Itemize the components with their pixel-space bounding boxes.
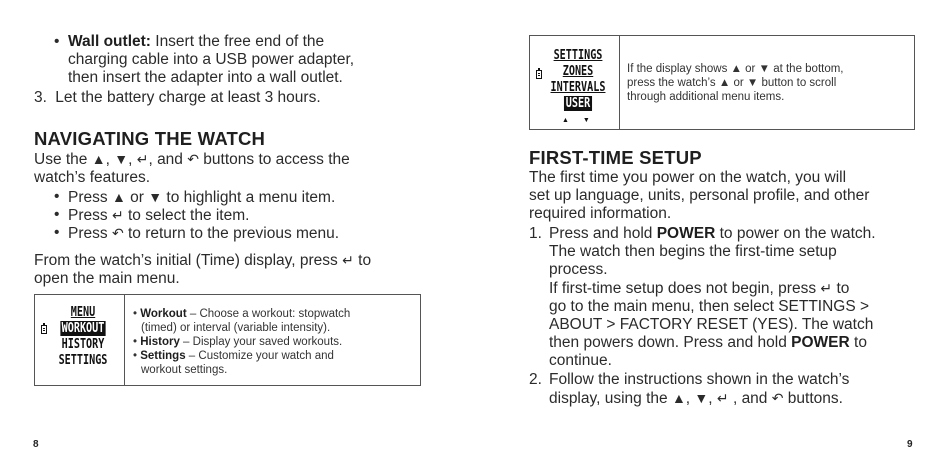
nav-bullet-return: • Press ↶ to return to the previous menu. — [54, 224, 340, 242]
instruction-text: From the watch’s initial (Time) display, press — [34, 252, 338, 269]
up-arrow-icon: ▲ — [111, 189, 126, 205]
desc-text: or — [733, 77, 744, 89]
desc-label: Workout — [140, 308, 187, 320]
up-arrow-icon: ▲ — [91, 151, 106, 167]
battery-icon — [536, 70, 542, 79]
step-text: then powers down. Press and hold — [549, 334, 787, 351]
bullet-text: to highlight a menu item. — [166, 189, 336, 206]
down-arrow-icon: ▼ — [694, 390, 709, 406]
wall-outlet-bullet: • Wall outlet: Insert the free end of the charging cable into a USB power adapter, then insert the adapter into a wall outlet. — [54, 33, 355, 86]
desc-label: Settings — [140, 350, 186, 362]
down-arrow-icon: ▼ — [746, 77, 759, 89]
wall-outlet-line1: Insert the free end of the — [150, 33, 325, 50]
step-text: If first-time setup does not begin, press — [549, 280, 817, 297]
step-text: , and — [732, 390, 768, 407]
desc-text: at the bottom, — [773, 63, 844, 75]
lcd-menu — [52, 305, 114, 369]
back-icon: ↶ — [111, 225, 124, 241]
step-text: process. — [549, 261, 608, 278]
battery-icon — [41, 325, 47, 334]
lcd-settings — [547, 48, 609, 112]
up-arrow-icon: ▲ — [718, 77, 731, 89]
down-arrow-icon: ▼ — [148, 189, 163, 205]
step-text: go to the main menu, then select SETTINGS > — [549, 298, 870, 315]
step-text: to — [854, 334, 867, 351]
step-2: 2. Follow the instructions shown in the watch’s display, using the ▲, ▼, ↵ , and ↶ buttons. — [529, 371, 939, 408]
back-icon: ↶ — [771, 390, 784, 406]
nav-bullet-highlight: • Press ▲ or ▼ to highlight a menu item. — [54, 188, 336, 206]
down-arrow-icon: ▼ — [758, 63, 770, 75]
menu-desc-history: • History – Display your saved workouts. — [133, 336, 343, 348]
right-page — [475, 0, 950, 455]
desc-text: If the display shows — [627, 63, 728, 75]
step-1 — [529, 225, 939, 370]
nav-bullet-select: • Press ↵ to select the item. — [54, 206, 250, 224]
back-icon: ↶ — [187, 151, 199, 167]
desc-label: History — [140, 336, 180, 348]
desc-text: workout settings. — [141, 364, 228, 376]
desc-text: or — [745, 63, 756, 75]
watch-screen-settings — [530, 36, 620, 129]
lcd-selected-line: USER — [565, 96, 591, 111]
step-text: The watch then begins the first-time setup — [549, 243, 837, 260]
page-number-left: 8 — [33, 439, 39, 450]
nav-intro-text: buttons to access the — [203, 151, 350, 168]
lcd-line: INTERVALS — [550, 80, 606, 95]
step-number: 1. — [529, 225, 542, 242]
up-arrow-icon: ▲ — [671, 390, 686, 406]
enter-icon: ↵ — [716, 390, 729, 406]
wall-outlet-line2: charging cable into a USB power adapter, — [68, 51, 355, 68]
page-number-right: 9 — [907, 439, 913, 450]
step-text: display, using the — [549, 390, 668, 407]
wall-outlet-label: Wall outlet: — [68, 33, 151, 50]
desc-text: (timed) or interval (variable intensity). — [141, 322, 331, 334]
instruction-text: to — [358, 252, 372, 269]
step-text: buttons. — [787, 390, 843, 407]
enter-icon: ↵ — [136, 151, 149, 167]
bullet-text: to select the item. — [127, 207, 250, 224]
down-arrow-icon: ▼ — [114, 151, 129, 167]
nav-intro: Use the ▲, ▼, ↵, and ↶ buttons to access the watch’s features. — [34, 151, 350, 186]
lcd-line: ZONES — [562, 64, 594, 79]
lcd-line: SETTINGS — [58, 353, 108, 368]
enter-icon: ↵ — [820, 280, 833, 296]
settings-description — [627, 62, 907, 104]
enter-icon: ↵ — [111, 207, 124, 223]
enter-icon: ↵ — [342, 252, 354, 268]
bullet-text: Press — [68, 225, 108, 242]
scroll-arrows — [562, 117, 590, 124]
step-text: continue. — [549, 352, 612, 369]
desc-text: press the watch’s — [627, 77, 716, 89]
desc-text: – Display your saved workouts. — [179, 336, 343, 348]
desc-text: button to scroll — [761, 77, 837, 89]
step-text: Follow the instructions shown in the watch’s — [549, 371, 850, 388]
lcd-selected-line: WORKOUT — [61, 321, 105, 336]
down-arrow-icon: ▼ — [582, 117, 590, 124]
step-text: Let the battery charge at least 3 hours. — [55, 89, 321, 106]
intro-line: required information. — [529, 205, 672, 222]
step-text: ABOUT > FACTORY RESET (YES). The watch — [549, 316, 874, 333]
lcd-line: HISTORY — [61, 337, 105, 352]
desc-text: – Choose a workout: stopwatch — [186, 308, 351, 320]
menu-descriptions — [133, 307, 413, 377]
nav-intro-text: and — [157, 151, 183, 168]
up-arrow-icon: ▲ — [562, 117, 569, 124]
menu-desc-settings: • Settings – Customize your watch and — [133, 350, 334, 362]
navigating-heading: NAVIGATING THE WATCH — [34, 128, 266, 149]
power-label: POWER — [791, 334, 850, 351]
bullet-text: or — [130, 189, 144, 206]
intro-line: set up language, units, personal profile, and other — [529, 187, 870, 204]
intro-line: The first time you power on the watch, you will — [529, 169, 847, 186]
step-3 — [34, 89, 321, 107]
desc-text: through additional menu items. — [627, 91, 785, 103]
bullet-text: Press — [68, 207, 108, 224]
nav-intro-text: Use the — [34, 151, 88, 168]
settings-box — [529, 35, 915, 130]
step-number: 2. — [529, 371, 542, 388]
up-arrow-icon: ▲ — [730, 63, 742, 75]
instruction-text: open the main menu. — [34, 270, 180, 287]
menu-desc-workout: • Workout – Choose a workout: stopwatch — [133, 308, 351, 320]
step-number: 3. — [34, 89, 47, 106]
power-label: POWER — [656, 225, 716, 242]
watch-screen-menu — [35, 295, 125, 385]
bullet-text: to return to the previous menu. — [127, 225, 340, 242]
desc-text: – Customize your watch and — [185, 350, 334, 362]
setup-intro — [529, 169, 939, 223]
first-time-setup-heading: FIRST-TIME SETUP — [529, 147, 702, 168]
lcd-line: MENU — [70, 305, 96, 320]
bullet-text: Press — [68, 189, 108, 206]
step-text: to — [836, 280, 850, 297]
step-text: Press and hold — [549, 225, 653, 242]
main-menu-instruction — [34, 251, 454, 288]
main-menu-box — [34, 294, 421, 386]
step-text: to power on the watch. — [719, 225, 876, 242]
nav-intro-text: watch’s features. — [34, 169, 151, 186]
lcd-line: SETTINGS — [553, 48, 603, 63]
wall-outlet-line3: then insert the adapter into a wall outlet. — [68, 69, 343, 86]
